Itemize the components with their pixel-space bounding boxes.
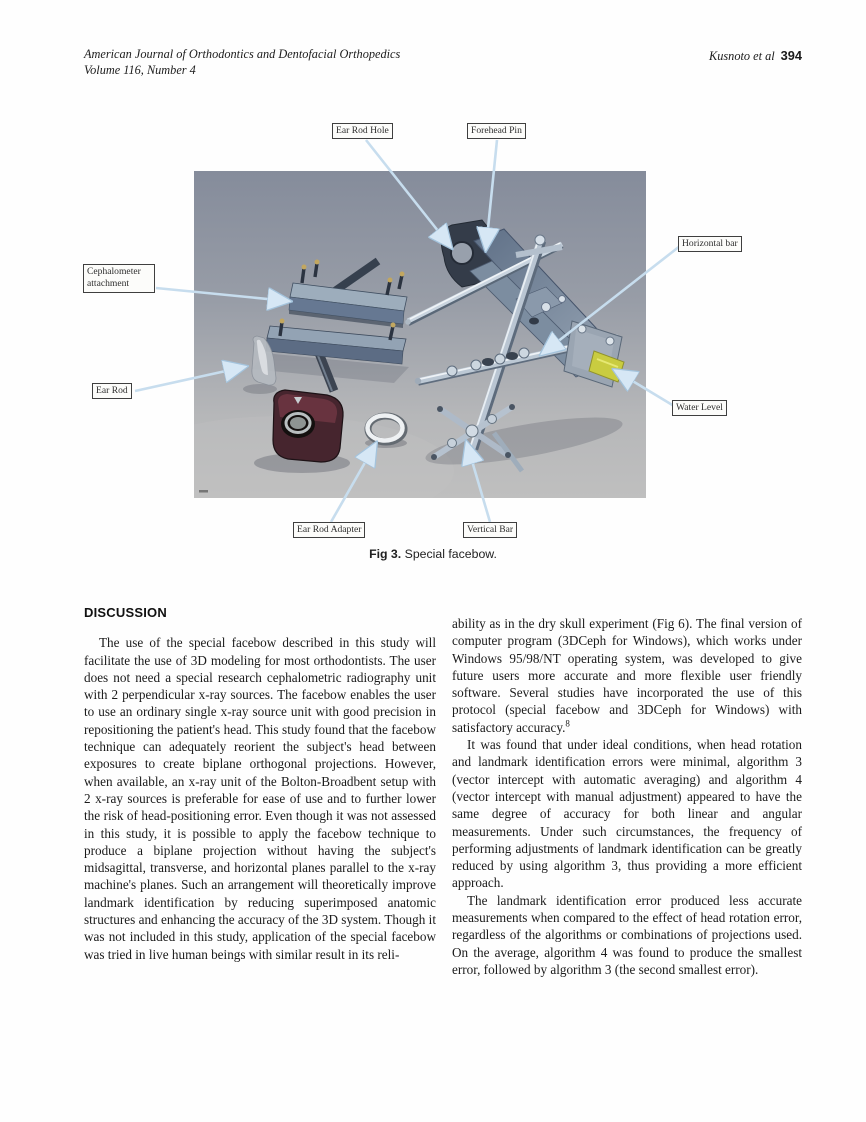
- right-paragraph-1-text: ability as in the dry skull experiment (Fig 6). The final version of computer program (3DCeph for Windows), which works under Windows 95/98/NT operating system, was developed to give future users more accurate and more flexible user friendly software. Several studies have incorporated the use of this protocol (special facebow and 3DCeph for Windows) with satisfactory accuracy.: [452, 616, 802, 735]
- figure-3: [0, 115, 866, 585]
- figure-label-horizontal-bar: Horizontal bar: [678, 236, 742, 252]
- right-column-paragraph-3: The landmark identification error produced less accurate measurements when compared to the effect of head rotation error, regardless of the algorithms or combinations of projections used. On the average, algorithm 4 was found to produce the smallest error, followed by algorithm 3 (the second smallest error).: [452, 892, 802, 977]
- figure-label-water-level: Water Level: [672, 400, 727, 416]
- figure-label-ear-rod-hole: Ear Rod Hole: [332, 123, 393, 139]
- running-head-author: [709, 48, 802, 64]
- figure-label-forehead-pin: Forehead Pin: [467, 123, 526, 139]
- running-head-journal: [84, 46, 400, 78]
- figure-caption-text: Special facebow.: [401, 547, 497, 561]
- figure-label-vertical-bar: Vertical Bar: [463, 522, 517, 538]
- reference-superscript: 8: [565, 718, 570, 729]
- left-column-paragraph: The use of the special facebow described in this study will facilitate the use of 3D modeling for most orthodontists. The user does not need a special research cephalometric radiography unit with 2 perpendicular x-ray sources. The facebow enables the user to use an ordinary single x-ray source unit with good precision in repositioning the patient's head. This study found that the facebow technique can adequately reorient the subject's head between exposures to create biplane orthogonal projections. However, when available, an x-ray unit of the Bolton-Broadbent setup with 2 x-ray sources is preferable for ease of use and to further lower the risk of head-positioning error. Even though it was not assessed in this study, it is possible to apply the facebow technique to produce a biplane projection without having the subject's midsagittal, transverse, and horizontal planes parallel to the x-ray machine's planes. Such an arrangement will theoretically improve landmark identification by reducing superimposed anatomic structures and enhancing the accuracy of the 3D system. Though it was not included in this study, application of the special facebow was tried in live human beings with similar result in its reli-: [84, 635, 436, 962]
- author-name: Kusnoto et al: [709, 49, 775, 63]
- figure-label-ear-rod: Ear Rod: [92, 383, 132, 399]
- journal-volume: Volume 116, Number 4: [84, 63, 196, 77]
- page-number: 394: [780, 48, 802, 63]
- section-heading-discussion: DISCUSSION: [84, 605, 167, 620]
- figure-label-cephalometer-attachment: Cephalometer attachment: [83, 264, 155, 293]
- figure-caption: [0, 547, 866, 561]
- journal-title: American Journal of Orthodontics and Dentofacial Orthopedics: [84, 47, 401, 61]
- figure-label-ear-rod-adapter: Ear Rod Adapter: [293, 522, 365, 538]
- facebow-photo: [194, 171, 646, 498]
- right-column: [452, 615, 802, 978]
- left-column: [84, 604, 436, 963]
- right-column-paragraph-2: It was found that under ideal conditions, when head rotation and landmark identification errors were minimal, algorithm 3 (vector intercept with automatic averaging) and algorithm 4 (vector intercept with manual adjustment) appeared to have the same degree of accuracy for both linear and angular measurements. Under such circumstances, the frequency of performing adjustments of landmark identification can be greatly reduced by using algorithm 3, thus providing a more efficient approach.: [452, 737, 802, 891]
- right-column-paragraph-1: [452, 615, 802, 736]
- figure-caption-number: Fig 3.: [369, 547, 402, 561]
